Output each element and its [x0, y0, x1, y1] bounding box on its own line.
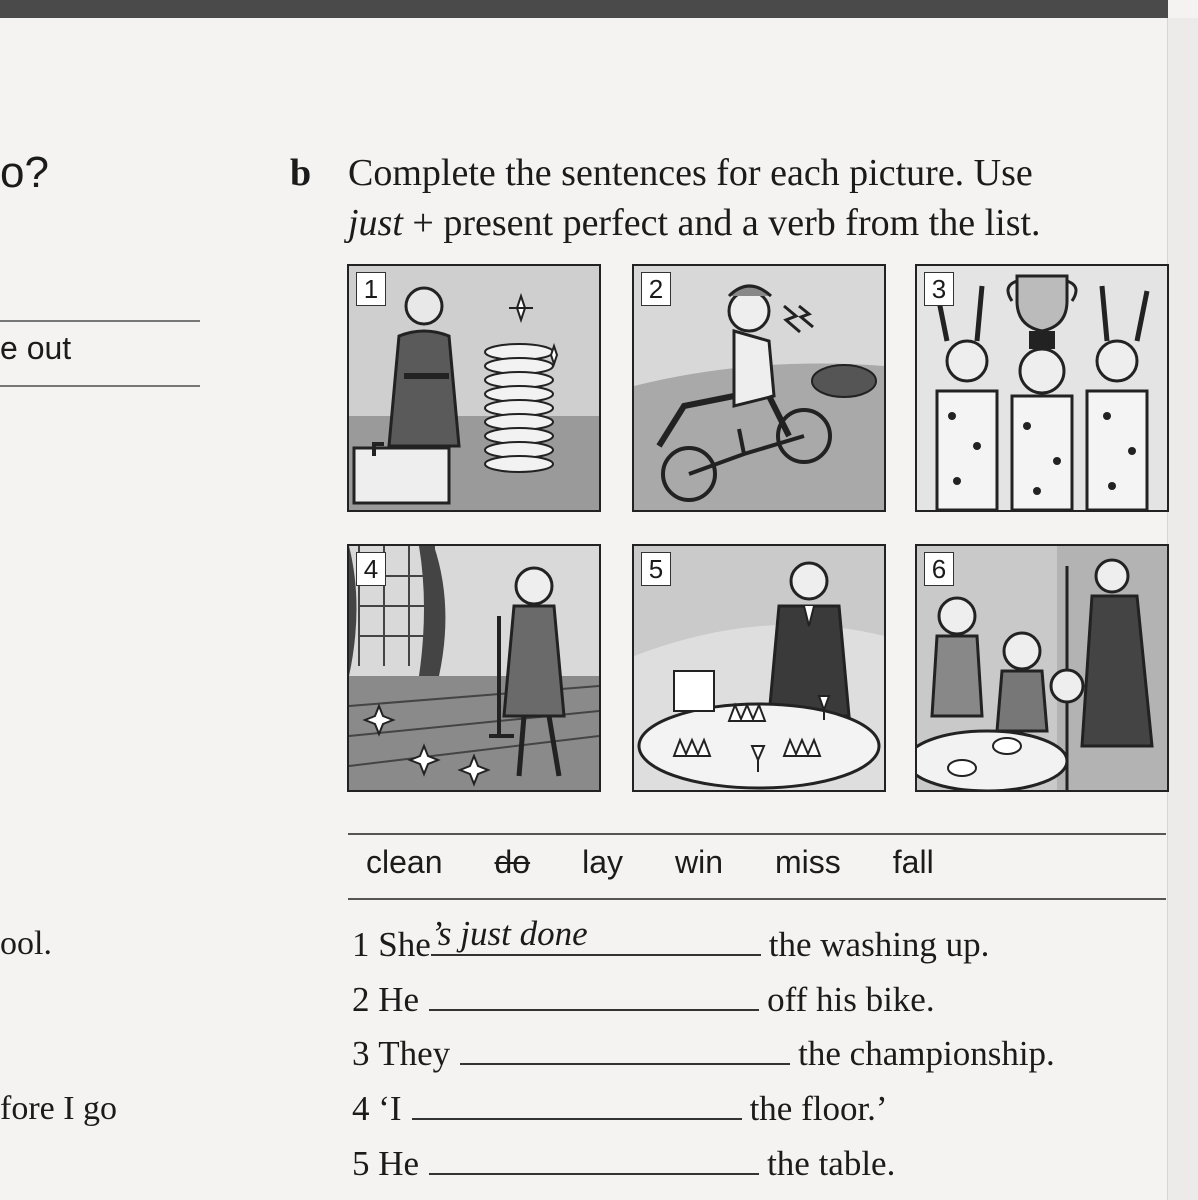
- sentence-end: the championship.: [798, 1034, 1055, 1073]
- sentence-number: 1: [352, 925, 370, 964]
- sentence-start: She: [378, 925, 431, 964]
- answer-line: [0, 320, 200, 322]
- sentence-end: the washing up.: [768, 925, 990, 964]
- picture-number: 3: [924, 272, 954, 306]
- instruction-just: just: [348, 202, 403, 244]
- picture-2-illustration: [634, 266, 884, 510]
- word-box-bottom-rule: [348, 898, 1166, 900]
- instruction-line-1: Complete the sentences for each picture. Use: [348, 152, 1033, 194]
- sentence-5: [352, 1137, 895, 1184]
- sentence-4: [352, 1082, 888, 1129]
- picture-number: 6: [924, 552, 954, 586]
- word-lay: lay: [582, 844, 623, 880]
- answer-blank[interactable]: [412, 1082, 742, 1120]
- sentence-3: [352, 1027, 1055, 1074]
- sentence-start: ‘I: [378, 1089, 402, 1128]
- word-win: win: [675, 844, 724, 880]
- word-box-top-rule: [348, 833, 1166, 835]
- answer-blank[interactable]: [430, 914, 761, 956]
- sentence-start: He: [378, 980, 420, 1019]
- picture-number: 1: [356, 272, 386, 306]
- picture-3-illustration: [917, 266, 1167, 510]
- instruction-line-2-rest: + present perfect and a verb from the list.: [402, 202, 1041, 244]
- sentence-end: the table.: [767, 1144, 896, 1183]
- sentence-end: the floor.’: [749, 1089, 888, 1128]
- picture-2: [632, 264, 886, 512]
- sentence-number: 5: [352, 1144, 370, 1183]
- answer-line: [0, 385, 200, 387]
- exercise-letter: b: [290, 152, 312, 194]
- picture-1-illustration: [349, 266, 599, 510]
- sentence-start: He: [378, 1144, 420, 1183]
- sentence-2: [352, 973, 935, 1020]
- picture-number: 4: [356, 552, 386, 586]
- example-answer: ’s just done: [430, 914, 588, 953]
- picture-1: [347, 264, 601, 512]
- word-clean: clean: [366, 844, 443, 880]
- word-do-struck: do: [494, 844, 531, 880]
- picture-3: [915, 264, 1169, 512]
- answer-blank[interactable]: [429, 973, 759, 1011]
- sentence-number: 3: [352, 1034, 370, 1073]
- instruction-line-2: [348, 198, 1041, 248]
- picture-5: [632, 544, 886, 792]
- sentence-number: 2: [352, 980, 370, 1019]
- book-spine: [1167, 18, 1198, 1200]
- picture-6: [915, 544, 1169, 792]
- left-word-fragment: e out: [0, 330, 72, 366]
- picture-5-illustration: [634, 546, 884, 790]
- answer-blank[interactable]: [460, 1027, 790, 1065]
- sentence-number: 4: [352, 1089, 370, 1128]
- left-line-fragment: fore I go: [0, 1090, 118, 1127]
- sentence-1: [352, 914, 990, 965]
- picture-number: 5: [641, 552, 671, 586]
- left-question-fragment: o?: [0, 148, 49, 197]
- picture-6-illustration: [917, 546, 1167, 790]
- word-list: [366, 844, 986, 881]
- word-fall: fall: [892, 844, 934, 880]
- sentence-start: They: [378, 1034, 451, 1073]
- sentence-end: off his bike.: [767, 980, 935, 1019]
- left-line-fragment: ool.: [0, 925, 52, 962]
- picture-4: [347, 544, 601, 792]
- answer-blank[interactable]: [429, 1137, 759, 1175]
- left-column-fragment: [0, 0, 240, 1200]
- word-miss: miss: [775, 844, 841, 880]
- picture-4-illustration: [349, 546, 599, 790]
- picture-number: 2: [641, 272, 671, 306]
